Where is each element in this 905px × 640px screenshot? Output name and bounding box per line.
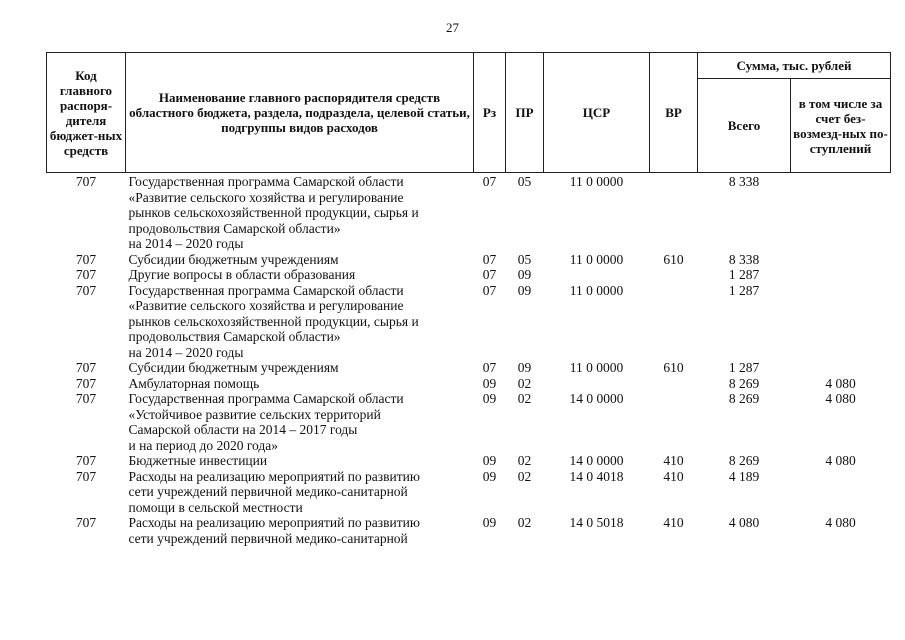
row-vr bbox=[650, 173, 698, 252]
row-total: 8 269 bbox=[728, 453, 760, 468]
row-rz: 09 bbox=[482, 453, 497, 468]
row-rz: 09 bbox=[482, 391, 497, 406]
row-csr: 11 0 0000 bbox=[569, 251, 624, 267]
header-rz: Рз bbox=[474, 53, 506, 173]
row-code: 707 bbox=[75, 267, 97, 282]
header-pr: ПР bbox=[506, 53, 544, 173]
row-csr: 11 0 0000 bbox=[569, 174, 624, 189]
table-row bbox=[47, 173, 891, 252]
row-name-line: помощи в сельской местности bbox=[128, 499, 303, 515]
row-name-line: Субсидии бюджетным учреждениям bbox=[128, 251, 339, 267]
budget-table bbox=[46, 52, 891, 546]
row-rz: 09 bbox=[482, 468, 497, 484]
row-name-line: Субсидии бюджетным учреждениям bbox=[128, 360, 339, 375]
row-rz: 07 bbox=[482, 282, 497, 298]
row-rz: 07 bbox=[482, 267, 497, 282]
row-free: 4 080 bbox=[825, 515, 856, 530]
header-sum: Сумма, тыс. рублей bbox=[698, 53, 891, 79]
table-row bbox=[47, 360, 891, 376]
row-vr: 410 bbox=[663, 468, 684, 484]
row-name-line: на 2014 – 2020 годы bbox=[128, 344, 244, 360]
row-vr bbox=[650, 283, 698, 361]
row-name-line: «Развитие сельского хозяйства и регулирование bbox=[128, 298, 404, 313]
row-name-line: продовольствия Самарской области» bbox=[128, 329, 341, 344]
row-pr: 02 bbox=[517, 515, 532, 530]
row-code: 707 bbox=[75, 468, 97, 484]
header-name: Наименование главного распорядителя средств областного бюджета, раздела, подраздела, целевой статьи, подгруппы видов расходов bbox=[126, 53, 474, 173]
row-total: 8 269 bbox=[728, 375, 760, 391]
row-name-line: Амбулаторная помощь bbox=[128, 375, 260, 391]
row-free: 4 080 bbox=[825, 375, 856, 391]
row-csr: 11 0 0000 bbox=[569, 282, 624, 298]
row-free bbox=[791, 252, 891, 268]
row-pr: 09 bbox=[517, 360, 532, 375]
row-rz: 09 bbox=[482, 375, 497, 391]
row-code: 707 bbox=[75, 391, 97, 406]
row-pr: 02 bbox=[517, 375, 532, 391]
header-total: Всего bbox=[698, 79, 791, 173]
row-code: 707 bbox=[75, 453, 97, 468]
row-name-line: Самарской области на 2014 – 2017 годы bbox=[128, 422, 358, 437]
table-header bbox=[47, 53, 891, 173]
row-name-line: Расходы на реализацию мероприятий по развитию bbox=[128, 515, 420, 530]
row-vr: 410 bbox=[663, 515, 684, 530]
row-csr: 14 0 0000 bbox=[569, 453, 624, 468]
row-name bbox=[126, 283, 474, 361]
row-name-line: Расходы на реализацию мероприятий по развитию bbox=[128, 468, 420, 484]
row-name bbox=[126, 515, 474, 546]
row-csr bbox=[544, 267, 650, 283]
row-name-line: рынков сельскохозяйственной продукции, сырья и bbox=[128, 205, 419, 220]
row-rz: 09 bbox=[482, 515, 497, 530]
row-code: 707 bbox=[75, 375, 97, 391]
row-vr: 610 bbox=[663, 251, 684, 267]
row-csr: 11 0 0000 bbox=[569, 360, 624, 375]
row-csr: 14 0 5018 bbox=[569, 515, 624, 530]
row-name-line: продовольствия Самарской области» bbox=[128, 220, 341, 236]
row-name bbox=[126, 391, 474, 453]
row-rz: 07 bbox=[482, 360, 497, 375]
table-row bbox=[47, 469, 891, 516]
row-name bbox=[126, 360, 474, 376]
row-name bbox=[126, 376, 474, 392]
table-row bbox=[47, 453, 891, 469]
row-name-line: Бюджетные инвестиции bbox=[128, 453, 268, 468]
table-row bbox=[47, 267, 891, 283]
row-total: 8 338 bbox=[728, 174, 760, 189]
row-name-line: Другие вопросы в области образования bbox=[128, 267, 356, 282]
row-total: 4 080 bbox=[728, 515, 760, 530]
row-free bbox=[791, 469, 891, 516]
row-pr: 05 bbox=[517, 251, 532, 267]
row-total: 1 287 bbox=[728, 267, 760, 282]
row-code: 707 bbox=[75, 174, 97, 189]
header-free: в том числе за счет без-возмезд-ных по-ступлений bbox=[791, 79, 891, 173]
row-code: 707 bbox=[75, 360, 97, 375]
row-vr bbox=[650, 267, 698, 283]
row-pr: 09 bbox=[517, 267, 532, 282]
table-row bbox=[47, 391, 891, 453]
row-code: 707 bbox=[75, 515, 97, 530]
table-body bbox=[47, 173, 891, 547]
row-csr: 14 0 0000 bbox=[569, 391, 624, 406]
row-name bbox=[126, 453, 474, 469]
row-free bbox=[791, 267, 891, 283]
row-code: 707 bbox=[75, 282, 97, 298]
row-vr bbox=[650, 391, 698, 453]
row-pr: 05 bbox=[517, 174, 532, 189]
row-pr: 09 bbox=[517, 282, 532, 298]
row-pr: 02 bbox=[517, 453, 532, 468]
row-name-line: Государственная программа Самарской области bbox=[128, 391, 404, 406]
row-total: 4 189 bbox=[728, 468, 760, 484]
table-row bbox=[47, 283, 891, 361]
row-free bbox=[791, 283, 891, 361]
row-csr bbox=[544, 376, 650, 392]
row-name bbox=[126, 173, 474, 252]
row-pr: 02 bbox=[517, 391, 532, 406]
row-name bbox=[126, 469, 474, 516]
row-name bbox=[126, 267, 474, 283]
row-free: 4 080 bbox=[825, 453, 856, 468]
row-name-line: Государственная программа Самарской области bbox=[128, 282, 404, 298]
row-pr: 02 bbox=[517, 468, 532, 484]
header-vr: ВР bbox=[650, 53, 698, 173]
table-row bbox=[47, 252, 891, 268]
row-name-line: «Устойчивое развитие сельских территорий bbox=[128, 406, 381, 422]
row-code: 707 bbox=[75, 251, 97, 267]
table-row bbox=[47, 515, 891, 546]
row-name-line: сети учреждений первичной медико-санитарной bbox=[128, 530, 408, 546]
row-rz: 07 bbox=[482, 251, 497, 267]
row-vr: 610 bbox=[663, 360, 684, 375]
row-total: 8 269 bbox=[728, 391, 760, 406]
row-total: 8 338 bbox=[728, 251, 760, 267]
page-number: 27 bbox=[446, 20, 459, 35]
row-total: 1 287 bbox=[728, 282, 760, 298]
row-name-line: рынков сельскохозяйственной продукции, сырья и bbox=[128, 313, 419, 329]
row-name-line: и на период до 2020 года» bbox=[128, 437, 279, 453]
row-name-line: сети учреждений первичной медико-санитарной bbox=[128, 484, 408, 499]
row-free: 4 080 bbox=[825, 391, 856, 406]
header-code: Код главного распоря-дителя бюджет-ных средств bbox=[47, 53, 126, 173]
row-vr: 410 bbox=[663, 453, 684, 468]
row-name-line: Государственная программа Самарской области bbox=[128, 174, 404, 189]
table-row bbox=[47, 376, 891, 392]
row-free bbox=[791, 173, 891, 252]
row-vr bbox=[650, 376, 698, 392]
row-name-line: «Развитие сельского хозяйства и регулирование bbox=[128, 189, 404, 205]
row-name-line: на 2014 – 2020 годы bbox=[128, 236, 244, 251]
header-csr: ЦСР bbox=[544, 53, 650, 173]
row-free bbox=[791, 360, 891, 376]
row-total: 1 287 bbox=[728, 360, 760, 375]
row-rz: 07 bbox=[482, 174, 497, 189]
row-csr: 14 0 4018 bbox=[569, 468, 624, 484]
row-name bbox=[126, 252, 474, 268]
